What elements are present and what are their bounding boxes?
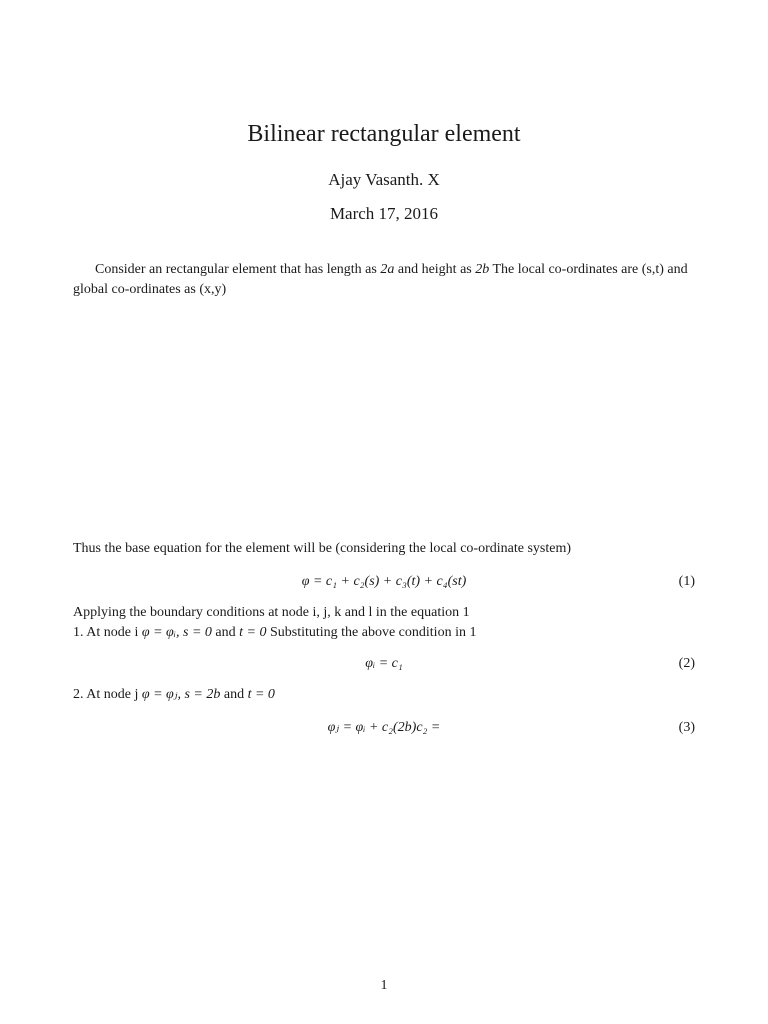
equation-3-expression: φⱼ = φᵢ + c₂(2b)c₂ = bbox=[327, 720, 441, 735]
height-symbol: 2b bbox=[475, 262, 490, 277]
paper-author: Ajay Vasanth. X bbox=[328, 170, 440, 189]
page-number: 1 bbox=[380, 978, 388, 993]
equation-2-number: (2) bbox=[678, 656, 695, 671]
equation-1-number: (1) bbox=[678, 574, 695, 589]
equation-3-number: (3) bbox=[678, 720, 695, 735]
paper-title: Bilinear rectangular element bbox=[247, 121, 521, 147]
node-j-condition bbox=[73, 685, 695, 705]
intro-paragraph bbox=[73, 260, 695, 300]
node-i-math-2: t = 0 bbox=[239, 625, 267, 640]
equation-1-expression: φ = c₁ + c₂(s) + c₃(t) + c₄(st) bbox=[301, 574, 467, 589]
intro-text-3: The local co-ordinates are (s,t) and global co-ordinates as (x,y) bbox=[73, 262, 688, 297]
node-i-condition bbox=[73, 623, 695, 643]
intro-text-2: and height as bbox=[394, 262, 476, 277]
node-j-math-2: t = 0 bbox=[247, 687, 275, 702]
node-j-prefix: 2. At node j bbox=[73, 687, 142, 702]
equation-2-expression: φᵢ = c₁ bbox=[365, 656, 403, 671]
node-i-math: φ = φᵢ, s = 0 bbox=[141, 625, 212, 640]
node-i-prefix: 1. At node i bbox=[73, 625, 142, 640]
base-equation-text: Thus the base equation for the element will be (considering the local co-ordinate system) bbox=[73, 541, 572, 556]
equation-3 bbox=[73, 717, 695, 739]
length-symbol: 2a bbox=[380, 262, 395, 277]
intro-text-1: Consider an rectangular element that has length as bbox=[95, 262, 381, 277]
equation-2 bbox=[73, 653, 695, 675]
node-i-suffix: Substituting the above condition in 1 bbox=[266, 625, 477, 640]
equation-1 bbox=[73, 571, 695, 593]
paper-date: March 17, 2016 bbox=[329, 204, 439, 223]
boundary-conditions-text: Applying the boundary conditions at node i, j, k and l in the equation 1 bbox=[73, 605, 470, 620]
node-i-and: and bbox=[211, 625, 240, 640]
node-j-math: φ = φⱼ, s = 2b bbox=[141, 687, 221, 702]
node-j-and: and bbox=[220, 687, 248, 702]
